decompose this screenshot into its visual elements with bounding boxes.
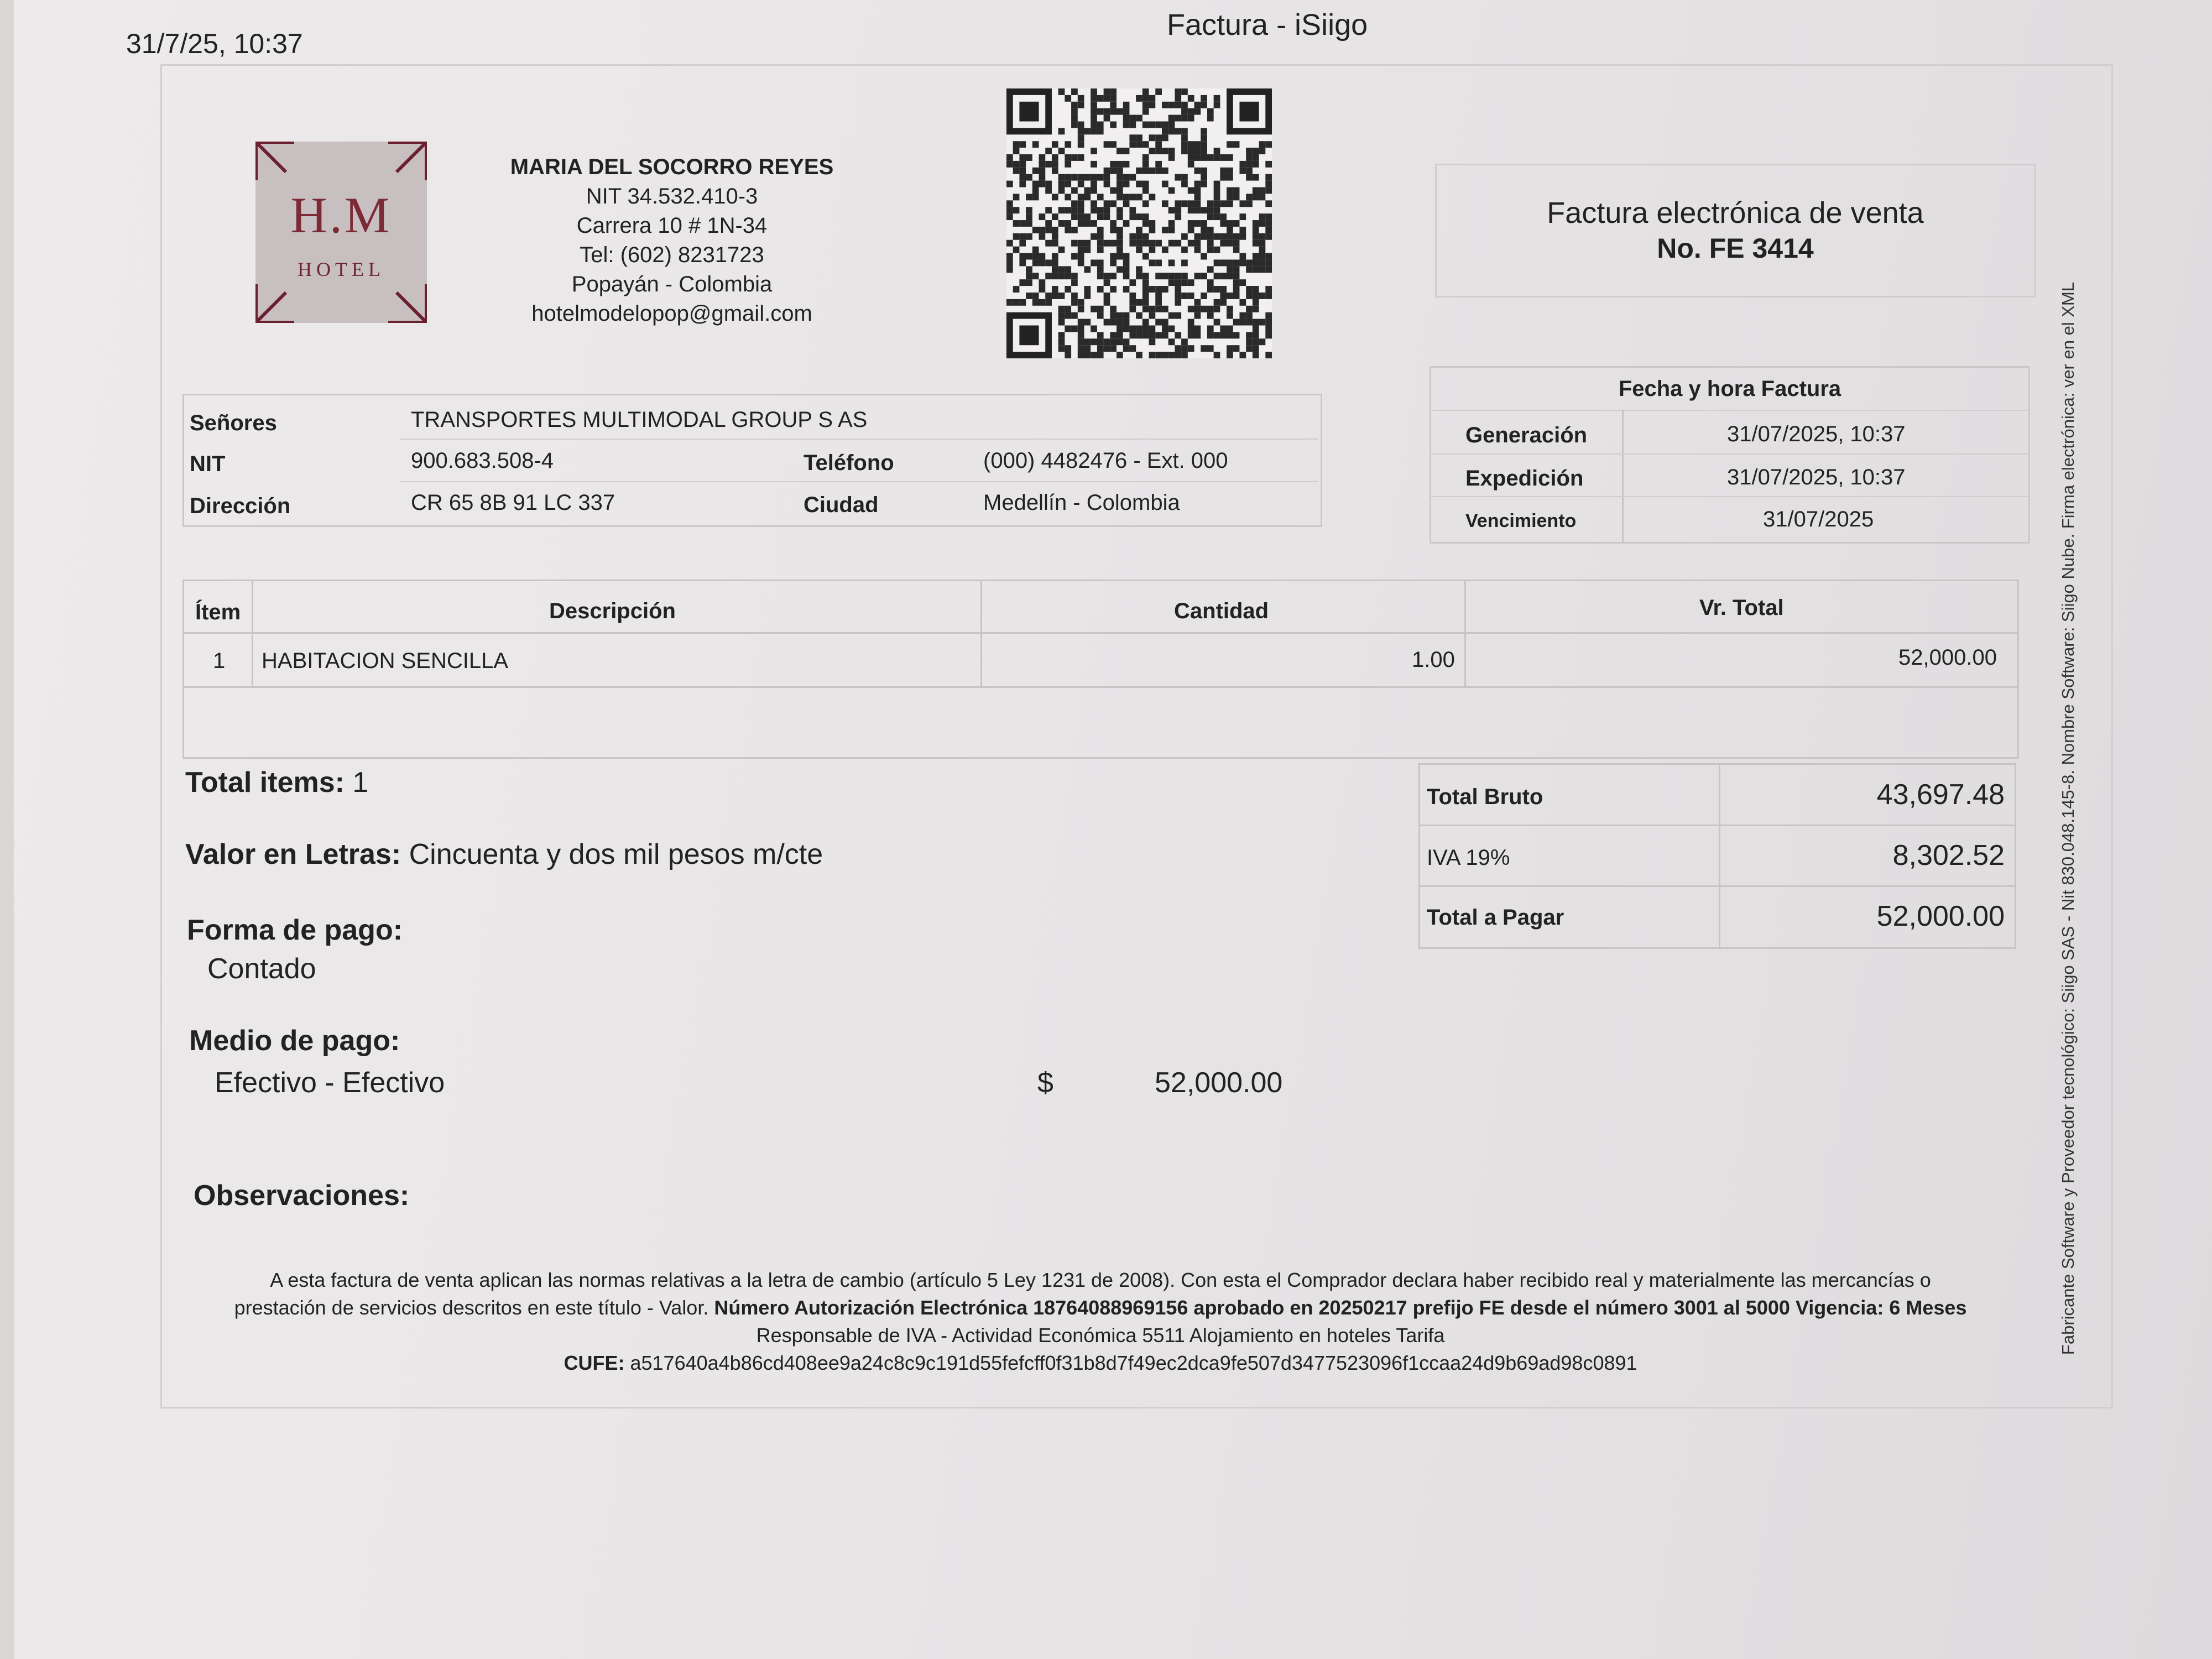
qr-code: [1006, 88, 1272, 358]
cufe-label: CUFE:: [564, 1352, 625, 1374]
invoice-number: No. FE 3414: [1657, 233, 1814, 264]
legal-text: [194, 1266, 2007, 1377]
medio-pago-amount: 52,000.00: [1155, 1067, 1283, 1099]
total-pagar-value: 52,000.00: [1876, 900, 2005, 932]
observaciones-label: Observaciones:: [194, 1180, 410, 1212]
issuer-address: Carrera 10 # 1N-34: [576, 213, 768, 238]
client-telefono: (000) 4482476 - Ext. 000: [983, 448, 1228, 473]
total-bruto-value: 43,697.48: [1876, 779, 2005, 811]
date-value-expedicion: 31/07/2025, 10:37: [1727, 465, 1906, 489]
legal-line-3: Responsable de IVA - Actividad Económica 5511 Alojamiento en hoteles Tarifa: [756, 1324, 1445, 1347]
cell-cantidad: 1.00: [1412, 648, 1455, 672]
date-label-vencimiento: Vencimiento: [1465, 510, 1577, 531]
date-value-vencimiento: 31/07/2025: [1763, 507, 1874, 531]
forma-pago-value: Contado: [207, 953, 316, 985]
invoice-type: Factura electrónica de venta: [1547, 196, 1924, 229]
dates-box: [1430, 366, 2030, 544]
logo-text: HOTEL: [298, 258, 385, 280]
issuer-name: MARIA DEL SOCORRO REYES: [510, 155, 834, 179]
total-items-label: Total items:: [185, 766, 345, 799]
date-value-generacion: 31/07/2025, 10:37: [1727, 422, 1906, 446]
cufe-value: a517640a4b86cd408ee9a24c8c9c191d55fefcff0f31b8d7f49ec2dca9fe507d3477523096f1ccaa24d9b69ad98c0891: [630, 1352, 1637, 1374]
cell-vr-total: 52,000.00: [1898, 645, 1997, 670]
cufe-line: [194, 1349, 2007, 1377]
iva-label: IVA 19%: [1427, 846, 1510, 870]
total-items: [185, 766, 368, 799]
invoice-title-box: [1435, 164, 2036, 298]
total-items-value: 1: [352, 766, 369, 799]
cell-descripcion: HABITACION SENCILLA: [262, 649, 509, 673]
totals-box: [1418, 763, 2016, 949]
client-name: TRANSPORTES MULTIMODAL GROUP S AS: [411, 408, 868, 432]
col-header-descripcion: Descripción: [549, 599, 676, 623]
currency-symbol: $: [1037, 1067, 1053, 1099]
forma-pago-label: Forma de pago:: [187, 914, 403, 946]
client-senores-label: Señores: [190, 411, 277, 435]
print-datetime: 31/7/25, 10:37: [126, 28, 303, 59]
medio-pago-label: Medio de pago:: [189, 1025, 400, 1057]
date-label-expedicion: Expedición: [1465, 466, 1584, 491]
iva-value: 8,302.52: [1892, 839, 2005, 872]
legal-line-2: [194, 1294, 2007, 1322]
col-header-item: Ítem: [195, 600, 241, 624]
issuer-phone: Tel: (602) 8231723: [580, 243, 764, 267]
client-direccion: CR 65 8B 91 LC 337: [411, 491, 615, 515]
valor-letras-value: Cincuenta y dos mil pesos m/cte: [409, 838, 823, 870]
client-direccion-label: Dirección: [190, 494, 291, 518]
medio-pago-value: Efectivo - Efectivo: [215, 1067, 445, 1099]
col-header-cantidad: Cantidad: [1174, 599, 1269, 623]
legal-line-1: A esta factura de venta aplican las normas relativas a la letra de cambio (artículo 5 Ley 1231 de 2008). Con esta el Comprador declara haber recibido real y materialmente las mercancías o: [270, 1269, 1931, 1291]
issuer-block: [453, 153, 890, 328]
total-pagar-label: Total a Pagar: [1427, 905, 1564, 930]
print-title: Factura - iSiigo: [1167, 8, 1368, 41]
client-ciudad-label: Ciudad: [804, 493, 879, 517]
items-table: [182, 580, 2019, 759]
issuer-nit: NIT 34.532.410-3: [586, 184, 758, 208]
legal-authorization: Número Autorización Electrónica 18764088969156 aprobado en 20250217 prefijo FE desde el número 3001 al 5000 Vigencia: 6 Meses: [714, 1296, 1967, 1319]
issuer-city: Popayán - Colombia: [571, 272, 773, 296]
col-header-vr-total: Vr. Total: [1699, 596, 1784, 620]
software-vendor-note: Fabricante Software y Proveedor tecnológico: Siigo SAS - Nit 830.048.145-8. Nombre Software: Siigo Nube. Firma electrónica: ver en el XML: [2058, 281, 2078, 1355]
client-ciudad: Medellín - Colombia: [983, 491, 1180, 515]
logo-monogram: H.M: [290, 187, 392, 243]
total-bruto-label: Total Bruto: [1427, 785, 1543, 809]
client-nit: 900.683.508-4: [411, 448, 554, 473]
cell-item: 1: [213, 649, 226, 673]
valor-letras: [185, 838, 823, 871]
dates-header: Fecha y hora Factura: [1618, 377, 1841, 401]
date-label-generacion: Generación: [1465, 423, 1588, 447]
issuer-email: hotelmodelopop@gmail.com: [531, 301, 812, 326]
client-nit-label: NIT: [190, 452, 226, 476]
hotel-logo: [255, 142, 427, 323]
valor-letras-label: Valor en Letras:: [185, 838, 401, 870]
client-telefono-label: Teléfono: [804, 451, 894, 475]
legal-line-2a: prestación de servicios descritos en este título - Valor.: [234, 1296, 709, 1319]
client-box: [182, 394, 1322, 527]
